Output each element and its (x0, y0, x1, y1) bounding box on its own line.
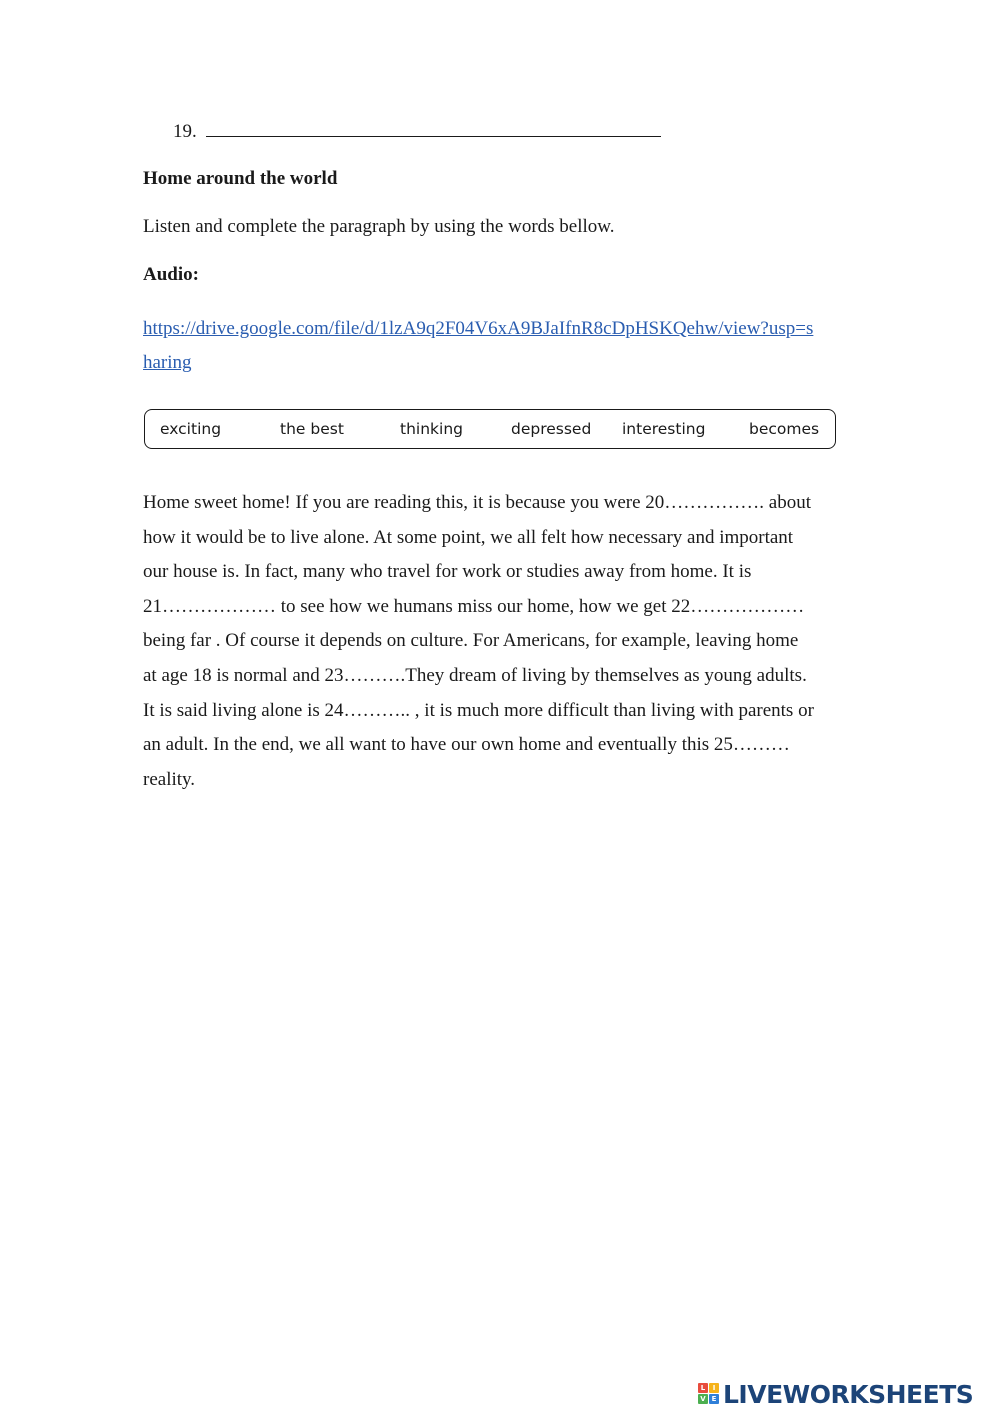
passage-line: at age 18 is normal and 23……….They dream of living by themselves as young adults. (143, 664, 807, 686)
question-19 (173, 118, 661, 143)
word-bank-item: the best (280, 420, 344, 438)
word-bank-item: exciting (160, 420, 222, 438)
audio-link-line-2[interactable]: haring (143, 352, 192, 373)
word-bank-item: becomes (749, 420, 820, 438)
liveworksheets-brand (698, 1378, 973, 1410)
word-bank-item: thinking (400, 420, 463, 438)
passage-line: It is said living alone is 24……….. , it is much more difficult than living with parents or (143, 699, 814, 721)
logo-square: I (709, 1383, 719, 1393)
logo-square: V (698, 1394, 708, 1404)
word-bank-item: depressed (511, 420, 592, 438)
instruction-text: Listen and complete the paragraph by using the words bellow. (143, 216, 615, 237)
passage-line: our house is. In fact, many who travel for work or studies away from home. It is (143, 561, 752, 583)
passage (143, 486, 858, 797)
logo-square: L (698, 1383, 708, 1393)
passage-line: being far . Of course it depends on culture. For Americans, for example, leaving home (143, 630, 799, 652)
section-title: Home around the world (143, 168, 338, 189)
audio-link-line-1[interactable]: https://drive.google.com/file/d/1lzA9q2F04V6xA9BJaIfnR8cDpHSKQehw/view?usp=s (143, 318, 814, 339)
logo-square: E (709, 1394, 719, 1404)
question-19-answer-line[interactable] (206, 118, 661, 137)
passage-line: an adult. In the end, we all want to have our own home and eventually this 25……… (143, 734, 790, 756)
passage-line: Home sweet home! If you are reading this, it is because you were 20……………. about (143, 492, 811, 513)
word-bank (144, 409, 836, 449)
passage-line: how it would be to live alone. At some point, we all felt how necessary and important (143, 526, 794, 548)
audio-label: Audio: (143, 264, 199, 285)
liveworksheets-wordmark: LIVEWORKSHEETS (723, 1379, 974, 1409)
audio-link[interactable] (143, 312, 858, 380)
passage-line: 21……………… to see how we humans miss our home, how we get 22……………… (143, 595, 805, 617)
word-bank-item: interesting (622, 420, 706, 438)
question-19-number: 19. (173, 121, 197, 142)
liveworksheets-logo-icon (698, 1383, 720, 1405)
passage-line: reality. (143, 768, 196, 790)
